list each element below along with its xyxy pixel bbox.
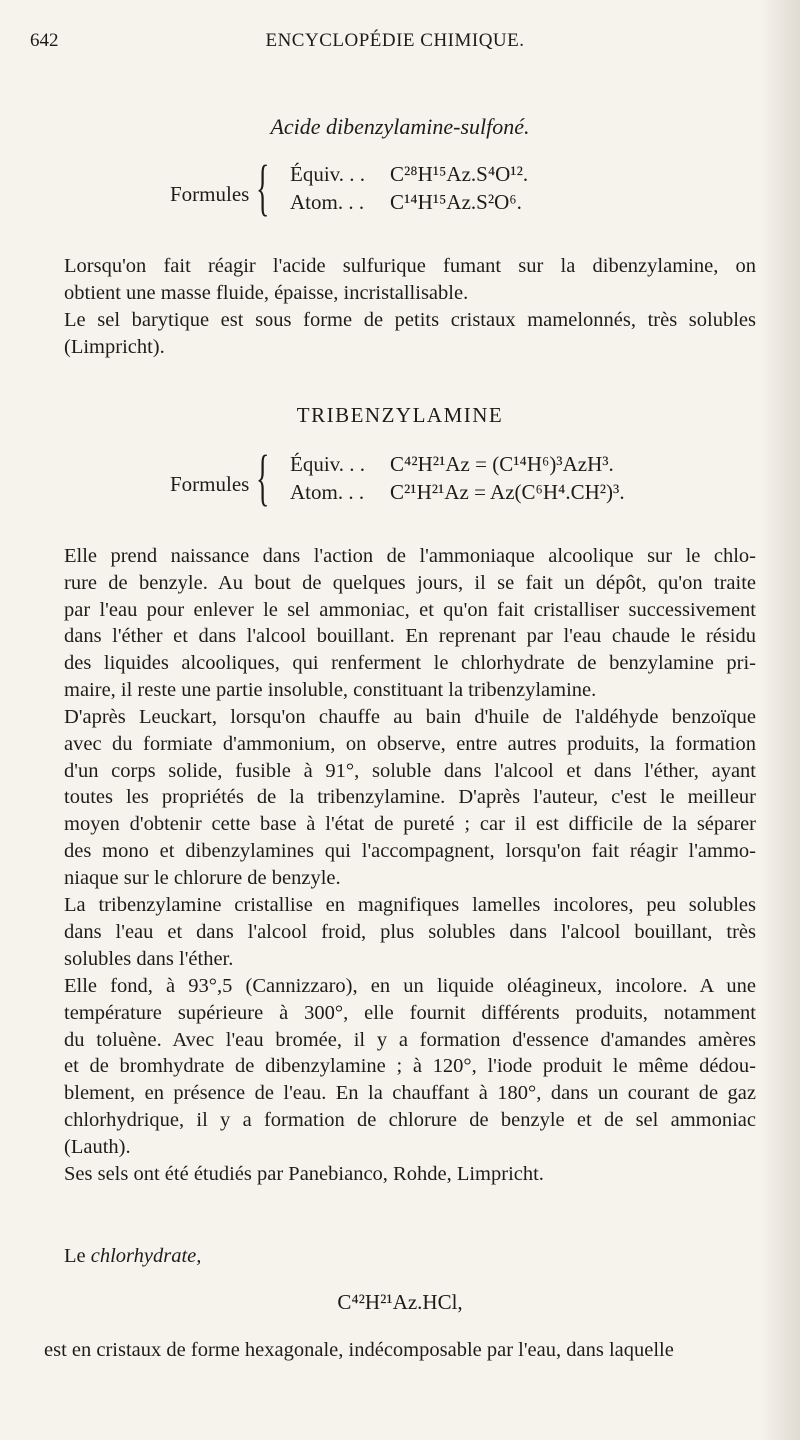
- paragraph-tribenzyl-1: Elle prend naissance dans l'action de l'ammoniaque alcoolique sur le chlo- rure de benzyle. Au bout de quelques jours, il se fait un dépôt, qu'on traite par l'eau pour enlever le sel ammoniac, et qu'on fait cristalliser successivement dans l'éther et dans l'alcool bouillant. En reprenant par l'eau chaude le résidu des liquides alcooliques, qui renferment le chlorhydrate de benzylamine pri- maire, il reste une partie insoluble, constituant la tribenzylamine.: [64, 545, 756, 701]
- chlorhydrate-formula: C⁴²H²¹Az.HCl,: [337, 1290, 463, 1314]
- paragraph-tribenzyl-2: D'après Leuckart, lorsqu'on chauffe au bain d'huile de l'aldéhyde benzoïque avec du formiate d'ammonium, on observe, entre autres produits, la formation d'un corps solide, fusible à 91°, soluble dans l'alcool et dans l'éther, ayant toutes les propriétés de la tribenzylamine. D'après l'auteur, c'est le meilleur moyen d'obtenir cette base à l'état de pureté ; car il est difficile de la séparer des mono et dibenzylamines qui l'accompagnent, lorsqu'on fait réagir l'ammo- niaque sur le chlorure de benzyle.: [64, 706, 756, 889]
- formula-label: Formules: [170, 182, 250, 206]
- paragraph-tribenzyl-5: Ses sels ont été étudiés par Panebianco, Rohde, Limpricht.: [64, 1163, 544, 1185]
- running-title: ENCYCLOPÉDIE CHIMIQUE.: [265, 30, 525, 51]
- formula-atom: C¹⁴H¹⁵Az.S²O⁶.: [390, 190, 522, 214]
- formula-row-atom: Atom. . . C¹⁴H¹⁵Az.S²O⁶.: [290, 190, 522, 214]
- chlorhydrate-intro: Le chlorhydrate,: [64, 1245, 202, 1267]
- formula-equiv: C²⁸H¹⁵Az.S⁴O¹².: [390, 162, 529, 186]
- formula-label: Formules: [170, 472, 250, 496]
- formula-block-tribenzylamine: [170, 444, 690, 512]
- paragraph-sulfone-2: Le sel barytique est sous forme de petits cristaux mamelonnés, très solubles (Limpricht).: [64, 309, 756, 358]
- section-title-tribenzylamine: TRIBENZYLAMINE: [296, 403, 504, 427]
- formula-equiv: C⁴²H²¹Az = (C¹⁴H⁶)³AzH³.: [390, 452, 614, 476]
- paragraph-tribenzyl-4: Elle fond, à 93°,5 (Cannizzaro), en un liquide oléagineux, incolore. A une température supérieure à 300°, elle fournit différents produits, notamment du toluène. Avec l'eau bromée, il y a formation d'essence d'amandes amères et de bromhydrate de dibenzylamine ; à 120°, l'iode produit le même dédou- blement, en présence de l'eau. En la chauffant à 180°, dans un courant de gaz chlorhydrique, il y a formation de chlorure de benzyle et de sel ammoniac (Lauth).: [64, 975, 756, 1158]
- paragraph-tribenzyl-3: La tribenzylamine cristallise en magnifiques lamelles incolores, peu solubles dans l'eau et dans l'alcool froid, plus solubles dans l'alcool bouillant, très solubles dans l'éther.: [64, 894, 756, 970]
- page-number: 642: [30, 30, 59, 51]
- chlorhydrate-description: est en cristaux de forme hexagonale, indécomposable par l'eau, dans laquelle: [44, 1339, 674, 1361]
- brace: {: [256, 154, 270, 222]
- chlorhydrate-term: chlorhydrate,: [90, 1245, 202, 1267]
- formula-atom: C²¹H²¹Az = Az(C⁶H⁴.CH²)³.: [390, 480, 625, 504]
- paragraph-sulfone-1: Lorsqu'on fait réagir l'acide sulfurique fumant sur la dibenzylamine, on obtient une masse fluide, épaisse, incristallisable.: [64, 255, 756, 304]
- formula-row-atom: Atom. . . C²¹H²¹Az = Az(C⁶H⁴.CH²)³.: [290, 480, 625, 504]
- formula-row-equiv: Équiv. . . C²⁸H¹⁵Az.S⁴O¹².: [290, 162, 529, 186]
- formula-block-sulfone: [170, 154, 670, 222]
- formula-row-equiv: Équiv. . . C⁴²H²¹Az = (C¹⁴H⁶)³AzH³.: [290, 452, 614, 476]
- page-header: [30, 30, 760, 56]
- section-title-sulfone: Acide dibenzylamine-sulfoné.: [270, 114, 530, 139]
- page-edge-shadow: [760, 0, 800, 1440]
- brace: {: [256, 444, 270, 512]
